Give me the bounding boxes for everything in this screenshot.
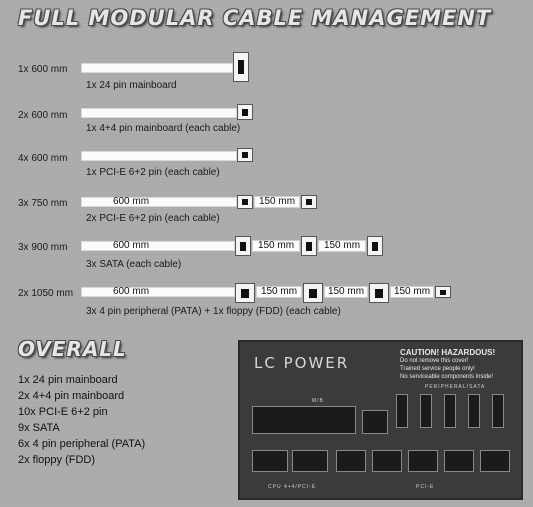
cable-length-4: 3x 750 mm <box>18 198 68 209</box>
overall-item-5: 6x 4 pin peripheral (PATA) <box>18 438 146 450</box>
cable-segment-5-2: 150 mm <box>318 240 366 252</box>
cable-caption-3: 1x PCI-E 6+2 pin (each cable) <box>86 167 220 178</box>
peripheral-port-socket <box>444 394 456 428</box>
molex-connector-icon <box>369 283 389 303</box>
cable-bar-2 <box>81 108 237 118</box>
overall-title: OVERALL <box>18 337 127 361</box>
cable-caption-4: 2x PCI-E 6+2 pin (each cable) <box>86 213 220 224</box>
caution-line: Trained service people only! <box>400 366 475 372</box>
cable-segment-6-2: 150 mm <box>324 286 368 298</box>
cpu-connector-icon <box>237 104 253 120</box>
caution-title: CAUTION! HAZARDOUS! <box>400 348 496 357</box>
sata-connector-icon <box>367 236 383 256</box>
caution-line: Do not remove this cover! <box>400 358 469 364</box>
psu-modular-panel <box>238 340 523 500</box>
overall-item-4: 9x SATA <box>18 422 60 434</box>
cpu-port-label: CPU 4+4/PCI-E <box>268 484 317 490</box>
pcie-port-label: PCI-E <box>416 484 435 490</box>
floppy-connector-icon <box>435 286 451 298</box>
overall-item-3: 10x PCI-E 6+2 pin <box>18 406 108 418</box>
pcie-connector-icon <box>301 195 317 209</box>
pcie-connector-icon <box>237 195 253 209</box>
overall-item-6: 2x floppy (FDD) <box>18 454 96 466</box>
cable-bar-3 <box>81 151 237 161</box>
peripheral-port-socket <box>468 394 480 428</box>
caution-label <box>400 348 495 381</box>
lc-power-logo: LC POWER <box>254 354 350 372</box>
cable-main-length-6: 600 mm <box>112 286 150 297</box>
pcie-port-socket <box>408 450 438 472</box>
cable-length-5: 3x 900 mm <box>18 242 68 253</box>
cable-segment-6-1: 150 mm <box>256 286 302 298</box>
cable-main-length-5: 600 mm <box>112 240 150 251</box>
cable-caption-1: 1x 24 pin mainboard <box>86 80 177 91</box>
cable-segment-4-1: 150 mm <box>254 196 300 208</box>
page-title: FULL MODULAR CABLE MANAGEMENT <box>18 6 492 30</box>
cable-caption-2: 1x 4+4 pin mainboard (each cable) <box>86 123 241 134</box>
sata-connector-icon <box>301 236 317 256</box>
cable-length-1: 1x 600 mm <box>18 64 68 75</box>
molex-connector-icon <box>235 283 255 303</box>
pcie-port-socket <box>336 450 366 472</box>
pcie-port-socket <box>372 450 402 472</box>
cpu-port-socket <box>292 450 328 472</box>
caution-line: No serviceable components inside! <box>400 374 494 380</box>
pcie-connector-icon <box>237 148 253 162</box>
peripheral-port-socket <box>396 394 408 428</box>
atx-24pin-connector-icon <box>233 52 249 82</box>
peripheral-port-socket <box>492 394 504 428</box>
cable-caption-6: 3x 4 pin peripheral (PATA) + 1x floppy (FDD) (each cable) <box>86 306 341 317</box>
cable-segment-5-1: 150 mm <box>252 240 300 252</box>
pcie-port-socket <box>444 450 474 472</box>
cable-length-3: 4x 600 mm <box>18 153 68 164</box>
cable-caption-5: 3x SATA (each cable) <box>86 259 182 270</box>
mb-port-socket <box>252 406 356 434</box>
molex-connector-icon <box>303 283 323 303</box>
mb-port-label: M/B <box>312 398 324 404</box>
cpu-port-socket <box>252 450 288 472</box>
cable-length-2: 2x 600 mm <box>18 110 68 121</box>
cable-bar-1 <box>81 63 233 73</box>
overall-item-2: 2x 4+4 pin mainboard <box>18 390 125 402</box>
sata-connector-icon <box>235 236 251 256</box>
cable-segment-6-3: 150 mm <box>390 286 434 298</box>
pcie-port-socket <box>480 450 510 472</box>
overall-item-1: 1x 24 pin mainboard <box>18 374 118 386</box>
mb-port-socket <box>362 410 388 434</box>
peripheral-port-label: PERIPHERAL/SATA <box>425 384 486 390</box>
cable-length-6: 2x 1050 mm <box>18 288 74 299</box>
cable-main-length-4: 600 mm <box>112 196 150 207</box>
peripheral-port-socket <box>420 394 432 428</box>
